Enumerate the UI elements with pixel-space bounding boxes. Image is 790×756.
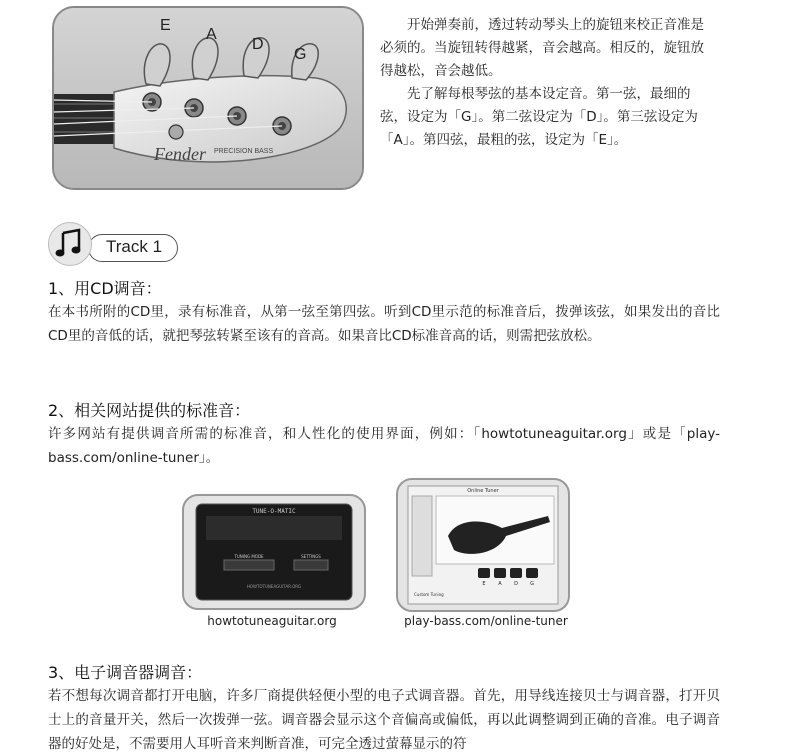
intro-paragraph-2: 先了解每根琴弦的基本设定音。第一弦，最细的弦，设定为「G」。第二弦设定为「D」。第三弦设定为「A」。第四弦，最粗的弦，设定为「E」。	[380, 86, 698, 148]
note-d: D	[514, 581, 518, 587]
note-a: A	[498, 581, 502, 587]
section1-body: 在本书所附的CD里，录有标准音，从第一弦至第四弦。听到CD里示范的标准音后，拨弹该弦，如果发出的音比CD里的音低的话，就把琴弦转紧至该有的音高。如果音比CD标准音高的话，则需把弦放松。	[48, 304, 720, 344]
music-note-icon	[48, 222, 92, 266]
tuner-screenshot-left	[182, 494, 366, 610]
note-g: G	[530, 581, 534, 587]
section2-heading: 2、相关网站提供的标准音：	[48, 401, 251, 420]
custom-tuning-label: Custom Tuning	[414, 592, 444, 597]
tuner-title: TUNE-O-MATIC	[252, 508, 296, 515]
section3-heading: 3、电子调音器调音：	[48, 663, 203, 682]
online-tuner-title: Online Tuner	[467, 488, 499, 494]
brand-logo: Fender	[154, 144, 206, 164]
track-label: Track 1	[106, 237, 163, 256]
intro-text	[380, 14, 710, 152]
section1-heading: 1、用CD调音：	[48, 279, 162, 298]
headstock-illustration	[54, 8, 362, 188]
letter-e: E	[160, 17, 171, 34]
caption-left: howtotuneaguitar.org	[207, 614, 337, 628]
headstock-photo	[52, 6, 364, 190]
note-e: E	[482, 581, 486, 587]
tuner-screenshot-right	[396, 478, 570, 612]
letter-a: A	[206, 26, 217, 43]
track-badge	[48, 222, 178, 262]
letter-d: D	[252, 36, 264, 53]
model-label: PRECISION BASS	[214, 148, 274, 155]
section3-body: 若不想每次调音都打开电脑，许多厂商提供轻便小型的电子式调音器。首先，用导线连接贝士与调音器，打开贝士上的音量开关，然后一次拨弹一弦。调音器会显示这个音偏高或偏低，再以此调整调到正确的音准。电子调音器的好处是，不需要用人耳听音来判断音准，可完全透过萤幕显示的符	[48, 688, 720, 752]
caption-right: play-bass.com/online-tuner	[404, 614, 568, 628]
section2-body: 许多网站有提供调音所需的标准音，和人性化的使用界面，例如：「howtotuneaguitar.org」或是「play-bass.com/online-tuner」。	[48, 426, 720, 466]
tuner-footer: HOWTOTUNEAGUITAR.ORG	[246, 584, 302, 589]
tuning-mode-label: TUNING MODE	[234, 554, 264, 559]
intro-paragraph-1: 开始弹奏前，透过转动琴头上的旋钮来校正音准是必须的。当旋钮转得越紧，音会越高。相反的，旋钮放得越松，音会越低。	[380, 17, 704, 79]
letter-g: G	[294, 46, 307, 63]
settings-label: SETTINGS	[301, 554, 321, 559]
